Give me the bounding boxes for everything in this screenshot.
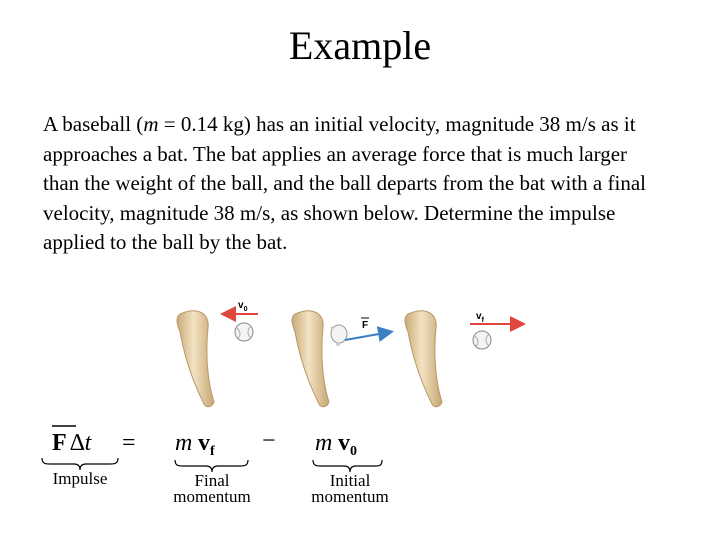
initial-velocity: $v_0$ (338, 430, 357, 459)
minus-sign: − (262, 428, 276, 454)
problem-part-2: = 0.14 kg) has an initial velocity, magnitude 38 m/s as it approaches a bat. The bat applies an average force that is much larger than the weight of the ball, and the ball departs from the bat with a final velocity, magnitude 38 m/s, as shown below. Determine the impulse applied to the ball by the bat. (43, 112, 646, 254)
bat-3 (405, 311, 442, 407)
label-initial-1: Initial (329, 471, 371, 490)
ball-initial (235, 323, 253, 341)
initial-mass: m (315, 430, 333, 456)
bat-1 (177, 311, 214, 407)
final-mass: m (175, 430, 193, 456)
label-final-1: Final (194, 471, 230, 490)
label-vf: $v_f$ (476, 311, 484, 324)
mass-symbol: m (143, 112, 159, 136)
label-initial-2: momentum (311, 487, 389, 506)
lhs-delta-t: ∆t (70, 430, 92, 456)
ball-contact (331, 325, 348, 346)
equals-sign: = (122, 430, 136, 456)
impulse-equation (30, 418, 410, 510)
bat-ball-figure (140, 292, 540, 412)
ball-final (473, 331, 491, 349)
label-final-2: momentum (173, 487, 251, 506)
arrow-force (345, 332, 390, 340)
final-velocity: $v_f$ (198, 430, 215, 459)
lhs-force: F (52, 430, 67, 456)
problem-statement (43, 110, 663, 258)
slide-title: Example (288, 23, 432, 68)
label-impulse: Impulse (52, 469, 108, 488)
problem-part-1: A baseball ( (43, 112, 144, 136)
label-force: F (362, 320, 369, 331)
label-v0: $v_0$ (238, 300, 248, 313)
bat-2 (292, 311, 329, 407)
